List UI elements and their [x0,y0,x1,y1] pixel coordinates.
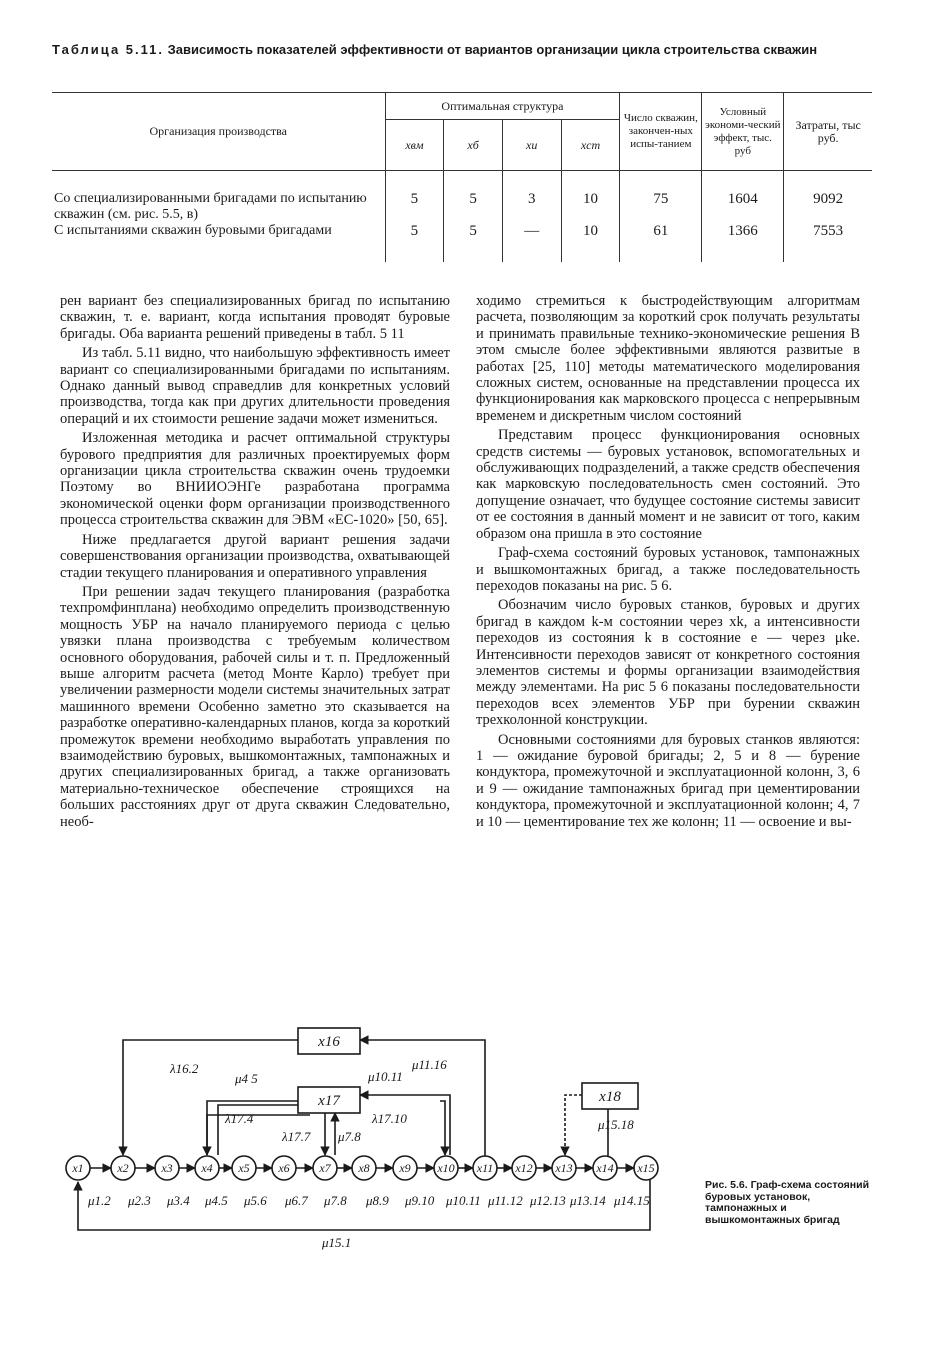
state-node-label: x7 [319,1161,331,1175]
transition-label: μ9.10 [405,1193,435,1208]
header-wells: Число скважин, закончен-ных испы-танием [620,93,702,171]
cell-effect: 1366 [702,223,784,262]
state-node-label: x12 [515,1161,533,1175]
state-node-label: x13 [555,1161,573,1175]
cell-x-vm: 5 [385,171,444,224]
transition-label: μ1.2 [88,1193,111,1208]
header-x-vm: xвм [385,120,444,171]
row-org: С испытаниями скважин буровыми бригадами [54,223,332,238]
edge-label: λ16.2 [170,1061,199,1076]
header-x-st: xст [561,120,620,171]
header-x-i: xи [502,120,561,171]
table-title: Зависимость показателей эффективности от вариантов организации цикла строительства скважин [167,42,818,57]
state-node-label: x2 [117,1161,129,1175]
transition-label: μ13.14 [570,1193,606,1208]
state-node-label: x9 [399,1161,411,1175]
edge-label: μ7.8 [338,1129,361,1144]
header-org: Организация производства [52,93,385,171]
transition-label: μ2.3 [128,1193,151,1208]
edge-label: μ4 5 [235,1071,258,1086]
transition-label: μ3.4 [167,1193,190,1208]
transition-label: μ5.6 [244,1193,267,1208]
state-node-label: x14 [596,1161,614,1175]
paragraph: ходимо стремиться к быстродействующим алгоритмам расчета, позволяющим за короткий срок получать результаты и принимать правильные технико-экономические решения В этом смысле более эффективными являются развитые в работах [25, 110] методы математического моделирования сложных систем, основанные на представлении процесса их функционирования как марковского процесса с непрерывным временем и дискретным числом состояний [476,293,860,424]
header-optimal: Оптимальная структура [385,93,620,120]
cell-x-i: — [502,223,561,262]
transition-label: μ12.13 [530,1193,566,1208]
transition-label: μ8.9 [366,1193,389,1208]
cell-x-b: 5 [444,171,503,224]
state-graph [60,1015,670,1255]
row-org: Со специализированными бригадами по испытанию скважин (см. рис. 5.5, в) [54,191,367,222]
paragraph: Обозначим число буровых станков, буровых и других бригад в каждом k-м состоянии через xk, а интенсивности переходов из состояния k в состояние e — через μke. Интенсивности переходов зависят от конкретного состояния элементов системы и формы организации взаимодействия между элементами. На рис 5 6 показаны последовательности переходов всех элементов УБР при бурении скважин трехколонной конструкции. [476,597,860,729]
figure-caption: Рис. 5.6. Граф-схема состояний буровых установок, тампонажных и вышкомонтажных бригад [705,1179,870,1226]
transition-label: μ4.5 [205,1193,228,1208]
cell-effect: 1604 [702,171,784,224]
paragraph: Граф-схема состояний буровых установок, тампонажных и вышкомонтажных бригад, а также последовательность переходов показаны на рис. 5 6. [476,545,860,594]
edge-label: μ10.11 [368,1069,403,1084]
paragraph: рен вариант без специализированных бригад по испытанию скважин, т. е. вариант, когда испытания проводят буровые бригады. Оба варианта решений приведены в табл. 5 11 [60,293,450,342]
header-effect: Условный экономи-ческий эффект, тыс. руб [702,93,784,171]
edge-label: μ11.16 [412,1057,447,1072]
paragraph: Изложенная методика и расчет оптимальной структуры бурового предприятия для различных проектируемых форм организации цикла строительства скважин очень трудоемки Поэтому во ВНИИОЭНГе разработана программа экономической оценки форм организации производственного процесса строительства скважин для ЭВМ «ЕС-1020» [50, 65]. [60,430,450,529]
state-node-label: x15 [637,1161,655,1175]
box-label: x18 [599,1089,621,1105]
cell-x-b: 5 [444,223,503,262]
header-x-b: xб [444,120,503,171]
text-column-left [60,293,450,833]
cell-cost: 7553 [784,223,872,262]
state-node-label: x10 [437,1161,455,1175]
cell-x-st: 10 [561,171,620,224]
transition-label: μ14.15 [614,1193,650,1208]
box-label: x17 [318,1093,340,1109]
paragraph: При решении задач текущего планирования (разработка техпромфинплана) необходимо определить производственную мощность УБР на начало планируемого периода с целью увязки плана производства с требуемым количеством основного оборудования, рабочей силы и т. п. Предложенный выше алгоритм расчета (метод Монте Карло) требует при увеличении размерности модели системы значительных затрат машинного времени Особенно заметно это сказывается на разработке оперативно-календарных планов, когда за короткий промежуток времени необходимо выработать управления по взаимодействию буровых, вышкомонтажных, тампонажных и других специализированных бригад, а также организовать материально-техническое обеспечение строящихся на больших расстояниях друг от друга скважин Следовательно, необ- [60,583,450,830]
transition-label: μ6.7 [285,1193,308,1208]
state-node-label: x11 [476,1161,494,1175]
table-row [52,223,872,262]
state-node-label: x5 [238,1161,250,1175]
transition-label: μ11.12 [488,1193,523,1208]
edge-label: λ17.10 [372,1111,407,1126]
edge-label: λ17.4 [225,1111,254,1126]
paragraph: Представим процесс функционирования основных средств системы — буровых установок, вспомогательных и обслуживающих подразделений, а также средств обеспечения как марковскую последовательность смен состояний. Это допущение означает, что будущее состояние системы зависит от ее состояния в данный момент и не зависит от того, каким образом она пришла в это состояние [476,427,860,542]
cell-cost: 9092 [784,171,872,224]
edge-label: λ17.7 [282,1129,311,1144]
edge-label: μ15.18 [598,1117,634,1132]
state-node-label: x8 [358,1161,370,1175]
table-row [52,171,872,224]
state-node-label: x6 [278,1161,290,1175]
efficiency-table [52,92,872,262]
cell-wells: 61 [620,223,702,262]
transition-label: μ7.8 [324,1193,347,1208]
paragraph: Основными состояниями для буровых станков являются: 1 — ожидание буровой бригады; 2, 5 и 8 — бурение кондуктора, промежуточной и эксплуатационной колонн, 3, 6 и 9 — ожидание тампонажных бригад при цементировании кондуктора, промежуточной и эксплуатационной колонн; 4, 7 и 10 — цементирование тех же колонн; 11 — освоение и вы- [476,731,860,830]
paragraph: Из табл. 5.11 видно, что наибольшую эффективность имеет вариант со специализированными бригадами по испытаниям. Однако данный вывод справедлив для конкретных условий производства, тогда как при других длительности проведения операций и их стоимости решение задачи может измениться. [60,345,451,427]
table-label: Таблица 5.11. [52,42,164,57]
state-graph-figure [60,1015,670,1255]
text-column-right [476,293,860,833]
cell-wells: 75 [620,171,702,224]
transition-label: μ10.11 [446,1193,481,1208]
cell-x-vm: 5 [385,223,444,262]
state-node-label: x3 [161,1161,173,1175]
header-cost: Затраты, тыс руб. [784,93,872,171]
box-label: x16 [318,1034,340,1050]
edge-label: μ15.1 [322,1235,352,1250]
paragraph: Ниже предлагается другой вариант решения задачи совершенствования организации производства, охватывающей стадии текущего планирования и оперативного управления [60,531,450,581]
cell-x-i: 3 [502,171,561,224]
table-caption [52,42,872,58]
state-node-label: x1 [72,1161,84,1175]
state-node-label: x4 [201,1161,213,1175]
cell-x-st: 10 [561,223,620,262]
